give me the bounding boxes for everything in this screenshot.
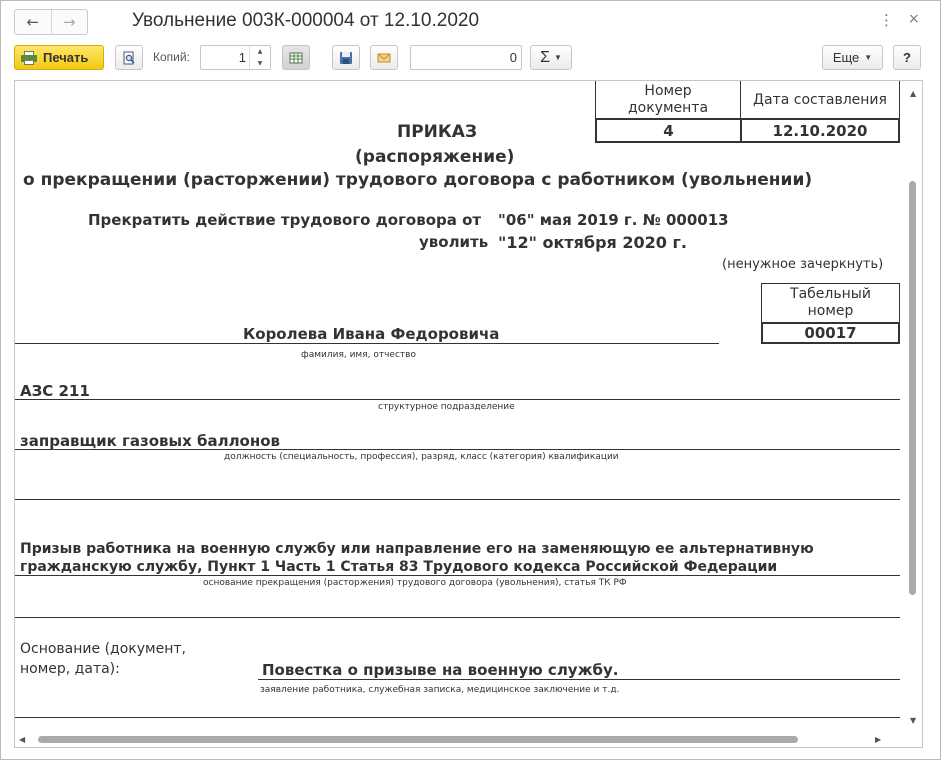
- basis-caption: заявление работника, служебная записка, медицинское заключение и т.д.: [260, 685, 620, 695]
- order-heading: о прекращении (расторжении) трудового договора с работником (увольнении): [23, 170, 813, 190]
- dismiss-label: уволить: [419, 233, 489, 251]
- help-button[interactable]: [893, 45, 921, 70]
- basis-label-line-1: Основание (документ,: [20, 641, 186, 657]
- tab-number: 00017: [804, 324, 857, 342]
- doc-date: 12.10.2020: [772, 121, 868, 140]
- mail-icon: [377, 51, 391, 65]
- tab-number-header-cell: [761, 283, 900, 323]
- reason-caption: основание прекращения (расторжения) трудового договора (увольнения), статья ТК РФ: [203, 578, 627, 588]
- arrow-left-icon: ←: [26, 13, 40, 31]
- contract-date: "06" мая 2019 г. № 000013: [498, 211, 729, 229]
- back-button[interactable]: [15, 10, 51, 34]
- spreadsheet-icon: [289, 51, 303, 65]
- spreadsheet-edit-button[interactable]: [282, 45, 310, 70]
- vertical-scrollbar-thumb[interactable]: [909, 181, 916, 595]
- basis-label-line-2: номер, дата):: [20, 661, 120, 677]
- arrow-right-icon: →: [62, 13, 76, 31]
- doc-number-header-cell: [595, 81, 741, 119]
- scroll-down-icon[interactable]: ▼: [910, 716, 917, 725]
- scroll-up-icon[interactable]: ▲: [910, 89, 917, 98]
- department: АЗС 211: [20, 382, 90, 400]
- doc-date-header: Дата составления: [753, 91, 887, 108]
- scroll-left-icon[interactable]: ◀: [19, 735, 26, 744]
- reason-line-1: Призыв работника на военную службу или направление его на заменяющую ее альтернативную: [20, 541, 814, 557]
- copies-label: Копий:: [153, 50, 190, 64]
- employee-name: Королевa Ивана Федоровича: [243, 325, 500, 343]
- strike-note: (ненужное зачеркнуть): [722, 257, 884, 272]
- doc-number: 4: [663, 121, 674, 140]
- tab-number-cell: [761, 322, 900, 344]
- tab-number-header: Табельный номер: [790, 286, 871, 319]
- caret-down-icon: ▼: [553, 53, 562, 62]
- more-button-label: Еще: [832, 50, 860, 65]
- doc-date-header-cell: [740, 81, 900, 119]
- save-icon: [339, 51, 353, 65]
- department-line: [15, 399, 900, 400]
- chevron-up-icon[interactable]: ▲: [257, 48, 263, 56]
- doc-number-header: Номер документа: [627, 82, 709, 116]
- basis-line: [258, 679, 900, 680]
- blank-line: [15, 499, 900, 500]
- more-button[interactable]: [822, 45, 883, 70]
- sum-button[interactable]: [530, 45, 572, 70]
- horizontal-scrollbar-thumb[interactable]: [38, 736, 798, 743]
- navigation-group: [14, 9, 88, 35]
- forward-button[interactable]: [51, 10, 88, 34]
- department-caption: структурное подразделение: [378, 402, 515, 412]
- send-email-button[interactable]: [370, 45, 398, 70]
- position-line: [15, 449, 900, 450]
- reason-blank-line: [15, 617, 900, 618]
- bottom-line: [15, 717, 900, 718]
- order-subtitle: (распоряжение): [355, 147, 515, 167]
- employee-line: [15, 343, 719, 344]
- preview-button[interactable]: [115, 45, 143, 70]
- position: заправщик газовых баллонов: [20, 432, 281, 450]
- dismiss-date: "12" октября 2020 г.: [498, 233, 687, 252]
- save-button[interactable]: [332, 45, 360, 70]
- basis-value: Повестка о призыве на военную службу.: [262, 661, 619, 679]
- order-title: ПРИКАЗ: [397, 122, 478, 142]
- window-title: Увольнение 003К-000004 от 12.10.2020: [132, 10, 480, 31]
- position-caption: должность (специальность, профессия), разряд, класс (категория) квалификации: [224, 452, 619, 462]
- chevron-down-icon[interactable]: ▼: [257, 59, 263, 67]
- employee-caption: фамилия, имя, отчество: [301, 350, 416, 360]
- more-vertical-icon[interactable]: ⋮: [879, 11, 894, 29]
- print-button[interactable]: [14, 45, 104, 70]
- sum-field: 0: [410, 45, 522, 70]
- help-icon: ?: [903, 50, 911, 65]
- terminate-label: Прекратить действие трудового договора от: [88, 211, 482, 229]
- copies-stepper[interactable]: [249, 46, 270, 69]
- caret-down-icon: ▼: [864, 53, 873, 62]
- print-button-label: Печать: [43, 50, 89, 65]
- reason-line-2: гражданскую службу, Пункт 1 Часть 1 Статья 83 Трудового кодекса Российской Федерации: [20, 559, 778, 575]
- copies-input[interactable]: 1: [200, 45, 271, 70]
- printer-icon: [21, 51, 37, 65]
- preview-icon: [122, 51, 136, 65]
- reason-line: [15, 575, 900, 576]
- close-icon[interactable]: ×: [908, 11, 920, 27]
- doc-number-cell: [595, 118, 742, 143]
- scroll-right-icon[interactable]: ▶: [875, 735, 882, 744]
- sigma-icon: Σ: [540, 48, 550, 66]
- doc-date-cell: [740, 118, 900, 143]
- spreadsheet-document[interactable]: [14, 80, 923, 748]
